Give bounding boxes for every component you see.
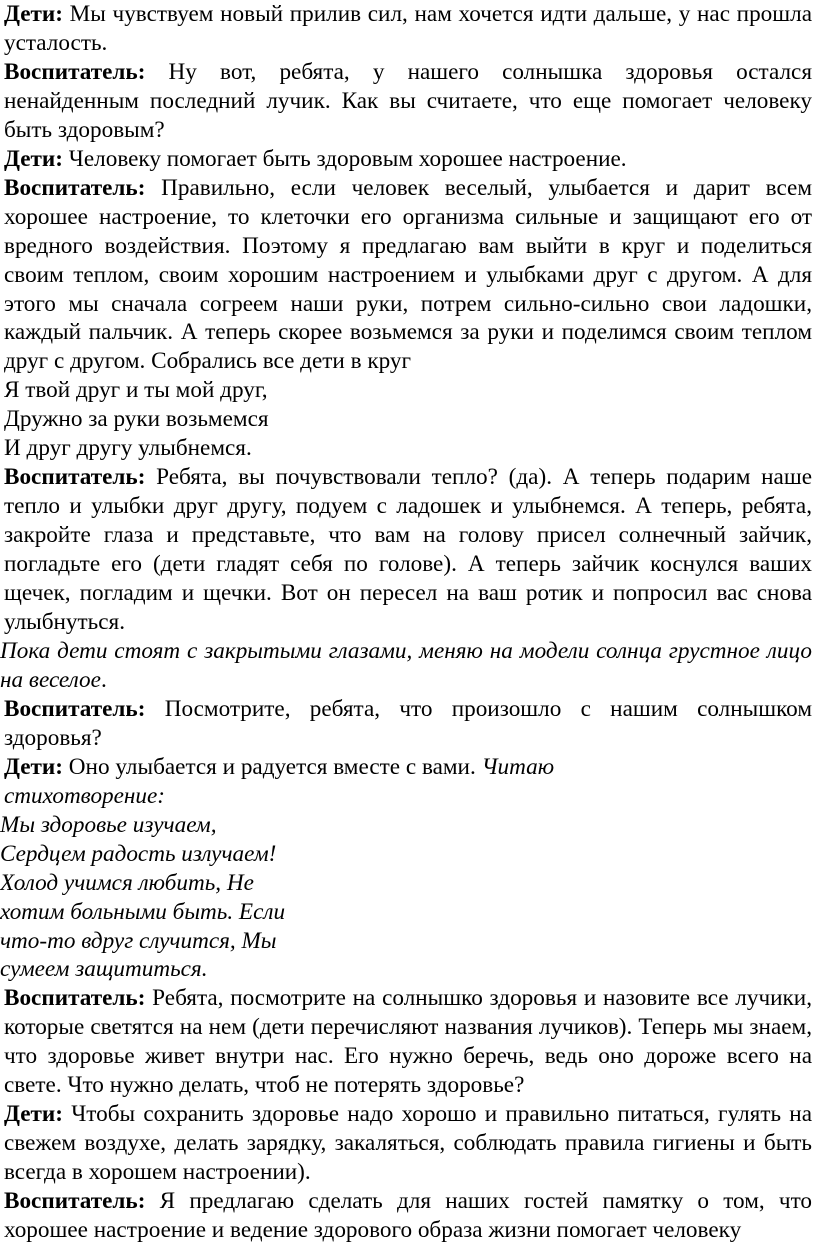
poem-line: Мы здоровье изучаем,	[0, 811, 217, 838]
speaker-children: Дети:	[4, 1101, 63, 1128]
paragraph-text: Ну вот, ребята, у нашего солнышка здоровья остался ненайденным последний лучик. Как вы считаете, что еще помогает человеку быть здоровым?	[4, 58, 812, 143]
dialogue-paragraph	[4, 145, 812, 174]
paragraph-text: Я предлагаю сделать для наших гостей памятку о том, что хорошее настроение и ведение здорового образа жизни помогает человеку	[4, 1188, 812, 1244]
poem-line: хотим больными быть. Если	[0, 898, 286, 925]
stage-direction	[0, 637, 812, 695]
paragraph-text: Человеку помогает быть здоровым хорошее настроение.	[63, 145, 627, 172]
speaker-teacher: Воспитатель:	[4, 174, 146, 201]
dialogue-paragraph	[4, 695, 812, 753]
paragraph-text: Правильно, если человек веселый, улыбается и дарит всем хорошее настроение, то клеточки его организма сильные и защищают его от вредного воздействия. Поэтому я предлагаю вам выйти в круг и поделиться своим теплом, своим хорошим настроением и улыбками друг с другом. А для этого мы сначала согреем наши руки, потрем сильно-сильно свои ладошки, каждый пальчик. А теперь скорее возьмемся за руки и поделимся своим теплом друг с другом. Собрались все дети в круг	[4, 174, 812, 375]
speaker-teacher: Воспитатель:	[4, 58, 146, 85]
reply-italic: стихотворение:	[4, 782, 166, 809]
paragraph-text: Мы чувствуем новый прилив сил, нам хочется идти дальше, у нас прошла усталость.	[4, 1, 812, 56]
speaker-children: Дети:	[4, 753, 63, 780]
speaker-teacher: Воспитатель:	[4, 464, 146, 491]
dialogue-paragraph	[4, 174, 812, 377]
paragraph-text: Посмотрите, ребята, что произошло с нашим солнышком здоровья?	[4, 695, 812, 751]
poem-line: Дружно за руки возьмемся	[4, 406, 269, 433]
poem-line: сумеем защититься.	[0, 956, 208, 983]
dialogue-paragraph	[4, 984, 812, 1100]
paragraph-text: Чтобы сохранить здоровье надо хорошо и правильно питаться, гулять на свежем воздухе, делать зарядку, закаляться, соблюдать правила гигиены и быть всегда в хорошем настроении).	[4, 1101, 812, 1186]
speaker-children: Дети:	[4, 145, 63, 172]
poem-line: Холод учимся любить, Не	[0, 869, 254, 896]
paragraph-text: Ребята, вы почувствовали тепло? (да). А теперь подарим наше тепло и улыбки друг другу, подуем с ладошек и улыбнемся. А теперь, ребята, закройте глаза и представьте, что вам на голову присел солнечный зайчик, погладьте его (дети гладят себя по голове). А теперь зайчик коснулся ваших щечек, погладим и щечки. Вот он пересел на ваш ротик и попросил вас снова улыбнуться.	[4, 464, 812, 636]
paragraph-text: Ребята, посмотрите на солнышко здоровья и назовите все лучики, которые светятся на нем (дети перечисляют названия лучиков). Теперь мы знаем, что здоровье живет внутри нас. Его нужно беречь, ведь оно дороже всего на свете. Что нужно делать, чтоб не потерять здоровье?	[4, 985, 812, 1099]
poem-line: И друг другу улыбнемся.	[4, 435, 252, 462]
dialogue-paragraph	[4, 463, 812, 637]
reply-italic: Читаю	[481, 753, 555, 780]
health-poem	[0, 811, 812, 985]
circle-poem	[4, 376, 812, 463]
speaker-children: Дети:	[4, 1, 63, 27]
poem-line: что-то вдруг случится, Мы	[0, 927, 277, 954]
stage-direction-text: Пока дети стоят с закрытыми глазами, меняю на модели солнца грустное лицо на веселое	[0, 637, 812, 693]
reply-text: Оно улыбается и радуется вместе с вами.	[63, 753, 482, 780]
poem-line: Сердцем радость излучаем!	[0, 840, 277, 867]
poem-line: Я твой друг и ты мой друг,	[4, 377, 268, 404]
speaker-teacher: Воспитатель:	[4, 1188, 146, 1215]
dialogue-paragraph	[4, 0, 812, 58]
stage-direction-period: .	[100, 666, 107, 693]
dialogue-paragraph	[4, 58, 812, 145]
children-reply	[4, 753, 812, 811]
dialogue-paragraph	[4, 1187, 812, 1245]
dialogue-paragraph	[4, 1100, 812, 1187]
speaker-teacher: Воспитатель:	[4, 985, 146, 1012]
speaker-teacher: Воспитатель:	[4, 695, 146, 722]
